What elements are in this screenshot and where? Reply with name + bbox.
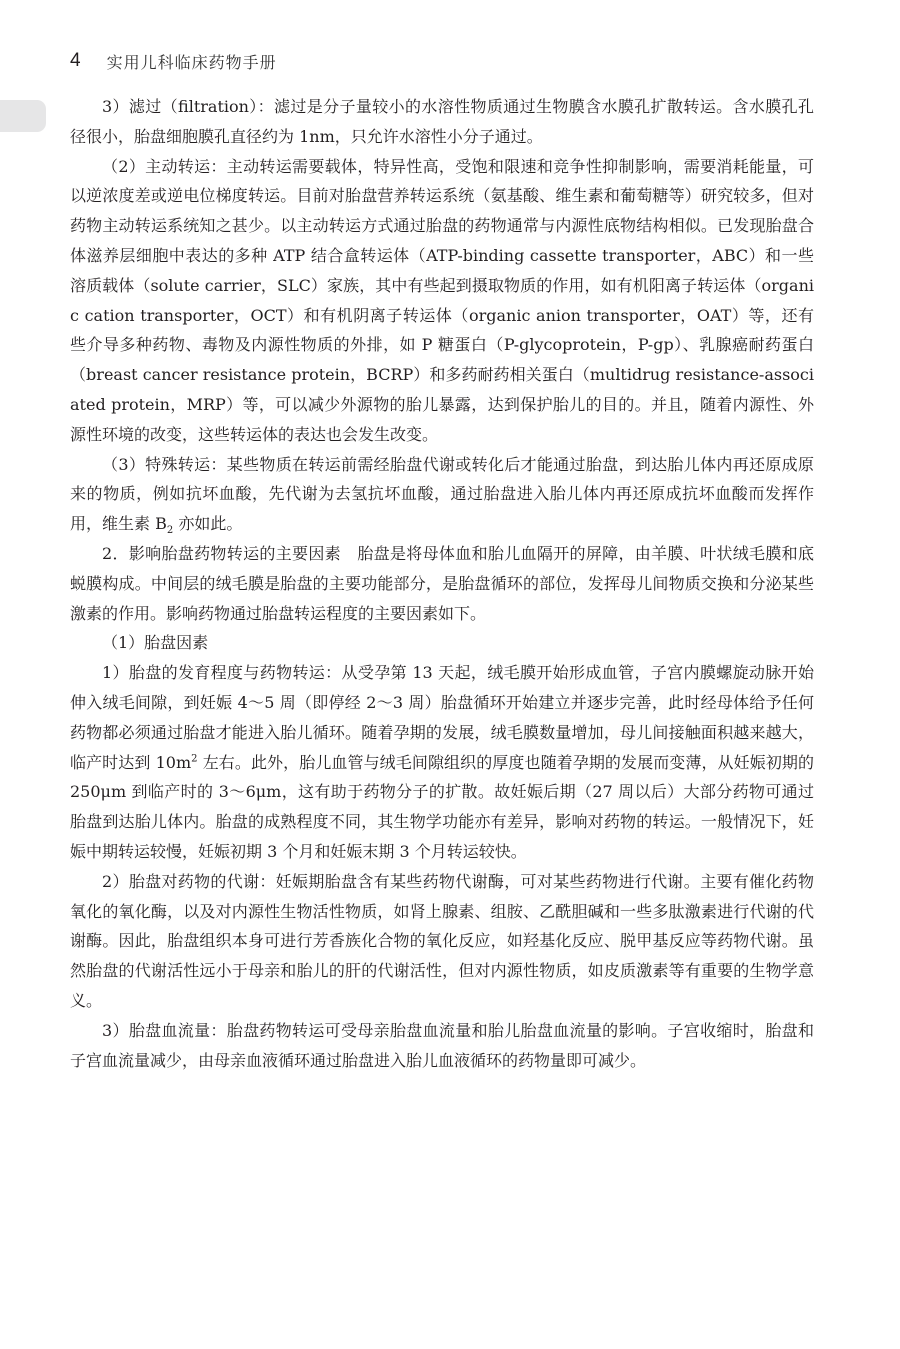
paragraph-placental-development: 1）胎盘的发育程度与药物转运：从受孕第 13 天起，绒毛膜开始形成血管，子宫内膜螺旋动脉开始伸入绒毛间隙，到妊娠 4～5 周（即停经 2～3 周）胎盘循环开始建立并逐步完善，此时经母体给予任何药物都必须通过胎盘才能进入胎儿循环。随着孕期的发展，绒毛膜数量增加，母儿间接触面积越来越大，临产时达到 $10m^2$ 左右。此外，胎儿血管与绒毛间隙组织的厚度也随着孕期的发展而变薄，从妊娠初期的 250μm 到临产时的 3～6μm，这有助于药物分子的扩散。故妊娠后期（27 周以后）大部分药物可通过胎盘到达胎儿体内。胎盘的成熟程度不同，其生物学功能亦有差异，影响对药物的转运。一般情况下，妊娠中期转运较慢，妊娠初期 3 个月和妊娠末期 3 个月转运较快。 bbox=[70, 663, 814, 861]
book-title: 实用儿科临床药物手册 bbox=[106, 52, 277, 72]
paragraph-special-transport: （3）特殊转运：某些物质在转运前需经胎盘代谢或转化后才能通过胎盘，到达胎儿体内再还原成原来的物质，例如抗坏血酸，先代谢为去氢抗坏血酸，通过胎盘进入胎儿体内再还原成抗坏血酸而发挥作用，维生素 $B_2$ 亦如此。 bbox=[70, 454, 814, 537]
paragraph-influencing-factors: 2．影响胎盘药物转运的主要因素 胎盘是将母体血和胎儿血隔开的屏障，由羊膜、叶状绒毛膜和底蜕膜构成。中间层的绒毛膜是胎盘的主要功能部分，是胎盘循环的部位，发挥母儿间物质交换和分泌某些激素的作用。影响药物通过胎盘转运程度的主要因素如下。 bbox=[70, 543, 814, 623]
paragraph-active-transport: （2）主动转运：主动转运需要载体，特异性高，受饱和限速和竞争性抑制影响，需要消耗能量，可以逆浓度差或逆电位梯度转运。目前对胎盘营养转运系统（氨基酸、维生素和葡萄糖等）研究较多，但对药物主动转运系统知之甚少。以主动转运方式通过胎盘的药物通常与内源性底物结构相似。已发现胎盘合体滋养层细胞中表达的多种 ATP 结合盒转运体（ATP-binding cassette transporter，ABC）和一些溶质载体（solute carrier，SLC）家族，其中有些起到摄取物质的作用，如有机阳离子转运体（organic cation transporter，OCT）和有机阴离子转运体（organic anion transporter，OAT）等，还有些介导多种药物、毒物及内源性物质的外排，如 P 糖蛋白（P-glycoprotein，P-gp）、乳腺癌耐药蛋白（breast cancer resistance protein，BCRP）和多药耐药相关蛋白（multidrug resistance-associated protein，MRP）等，可以减少外源物的胎儿暴露，达到保护胎儿的目的。并且，随着内源性、外源性环境的改变，这些转运体的表达也会发生改变。 bbox=[70, 156, 814, 444]
paragraph-placental-metabolism: 2）胎盘对药物的代谢：妊娠期胎盘含有某些药物代谢酶，可对某些药物进行代谢。主要有催化药物氧化的氧化酶，以及对内源性生物活性物质，如肾上腺素、组胺、乙酰胆碱和一些多肽激素进行代谢的代谢酶。因此，胎盘组织本身可进行芳香族化合物的氧化反应，如羟基化反应、脱甲基反应等药物代谢。虽然胎盘的代谢活性远小于母亲和胎儿的肝的代谢活性，但对内源性物质，如皮质激素等有重要的生物学意义。 bbox=[70, 871, 814, 1010]
paragraph-filtration: 3）滤过（filtration）：滤过是分子量较小的水溶性物质通过生物膜含水膜孔扩散转运。含水膜孔孔径很小，胎盘细胞膜孔直径约为 1nm，只允许水溶性小分子通过。 bbox=[70, 97, 814, 146]
paragraph-placental-blood-flow: 3）胎盘血流量：胎盘药物转运可受母亲胎盘血流量和胎儿胎盘血流量的影响。子宫收缩时，胎盘和子宫血流量减少，由母亲血液循环通过胎盘进入胎儿血液循环的药物量即可减少。 bbox=[70, 1020, 814, 1070]
subheading-placental-factors: （1）胎盘因素 bbox=[102, 633, 209, 653]
side-thumb-tab bbox=[0, 100, 46, 132]
body-text bbox=[70, 92, 814, 1075]
page-number: 4 bbox=[70, 50, 81, 71]
running-header bbox=[70, 46, 277, 76]
